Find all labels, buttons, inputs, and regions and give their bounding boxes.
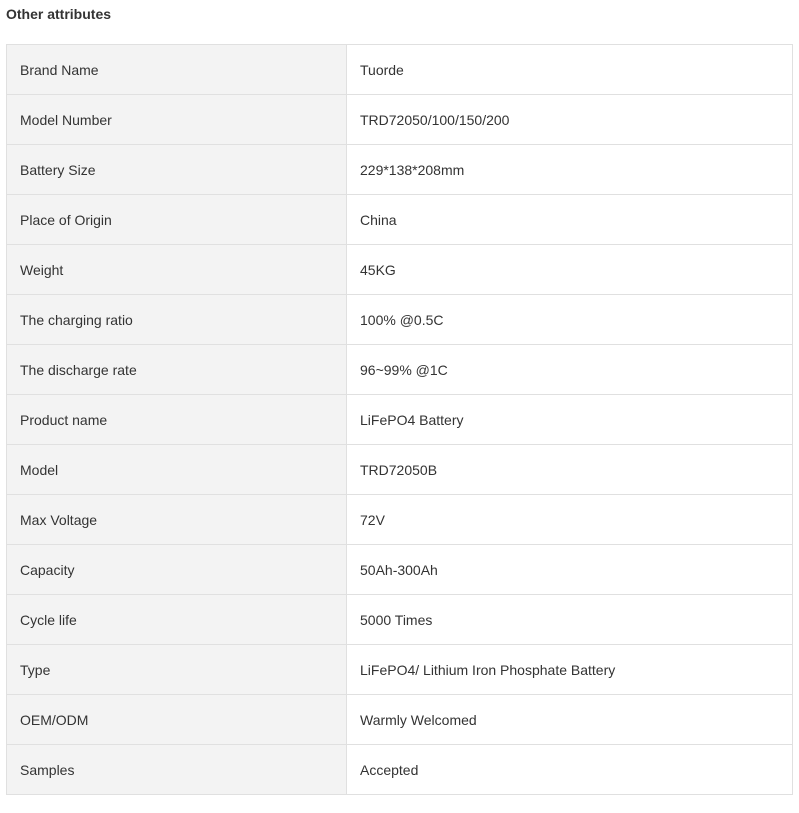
attribute-value: Warmly Welcomed	[347, 695, 793, 745]
attribute-name: The charging ratio	[7, 295, 347, 345]
table-row	[7, 45, 793, 95]
attribute-name: Cycle life	[7, 595, 347, 645]
table-row	[7, 445, 793, 495]
attribute-name: Model	[7, 445, 347, 495]
attribute-value: TRD72050/100/150/200	[347, 95, 793, 145]
table-row	[7, 545, 793, 595]
attribute-name: Max Voltage	[7, 495, 347, 545]
table-row	[7, 745, 793, 795]
attribute-value: TRD72050B	[347, 445, 793, 495]
table-row	[7, 95, 793, 145]
table-row	[7, 145, 793, 195]
attribute-name: Model Number	[7, 95, 347, 145]
attributes-table	[6, 44, 793, 795]
attribute-value: 45KG	[347, 245, 793, 295]
attribute-value: 5000 Times	[347, 595, 793, 645]
attribute-name: Product name	[7, 395, 347, 445]
attribute-value: 50Ah-300Ah	[347, 545, 793, 595]
table-row	[7, 295, 793, 345]
table-row	[7, 595, 793, 645]
table-row	[7, 345, 793, 395]
attribute-name: Weight	[7, 245, 347, 295]
attribute-name: Brand Name	[7, 45, 347, 95]
attributes-table-body	[7, 45, 793, 795]
attribute-name: OEM/ODM	[7, 695, 347, 745]
attribute-value: 229*138*208mm	[347, 145, 793, 195]
table-row	[7, 245, 793, 295]
table-row	[7, 495, 793, 545]
attribute-value: Tuorde	[347, 45, 793, 95]
table-row	[7, 195, 793, 245]
attribute-value: LiFePO4/ Lithium Iron Phosphate Battery	[347, 645, 793, 695]
attribute-value: LiFePO4 Battery	[347, 395, 793, 445]
attribute-value: 72V	[347, 495, 793, 545]
table-row	[7, 645, 793, 695]
attribute-value: Accepted	[347, 745, 793, 795]
attribute-name: Place of Origin	[7, 195, 347, 245]
attribute-name: Samples	[7, 745, 347, 795]
attribute-value: 96~99% @1C	[347, 345, 793, 395]
table-row	[7, 695, 793, 745]
attribute-value: China	[347, 195, 793, 245]
attribute-name: The discharge rate	[7, 345, 347, 395]
section-title: Other attributes	[6, 6, 112, 22]
attribute-name: Type	[7, 645, 347, 695]
attribute-name: Capacity	[7, 545, 347, 595]
attribute-value: 100% @0.5C	[347, 295, 793, 345]
attribute-name: Battery Size	[7, 145, 347, 195]
table-row	[7, 395, 793, 445]
